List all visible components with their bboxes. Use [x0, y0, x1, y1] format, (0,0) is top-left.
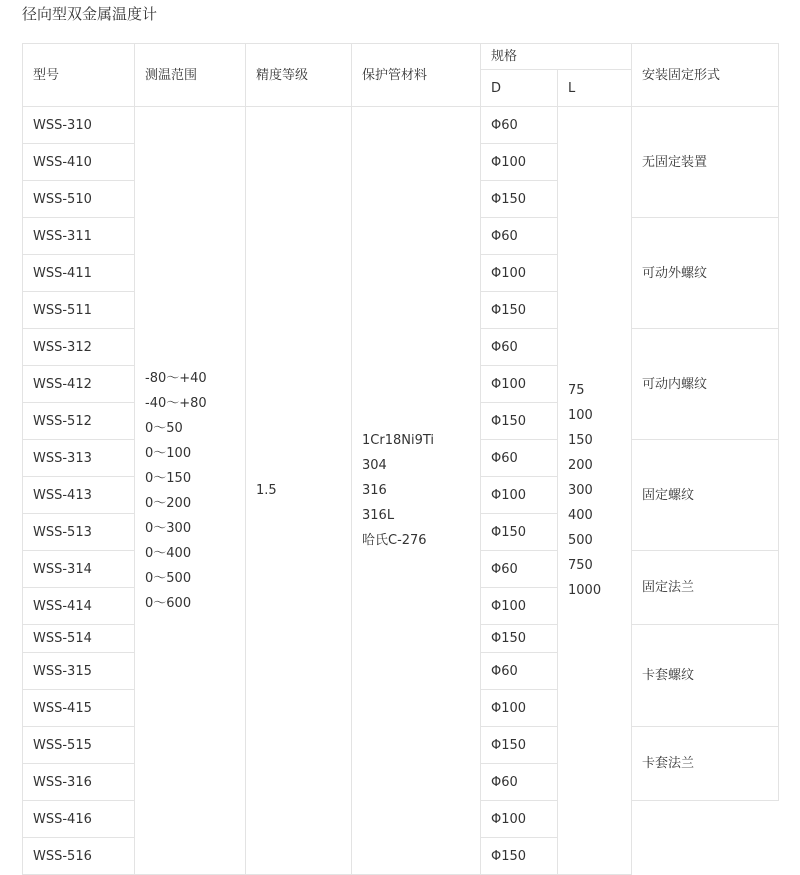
diameter-cell: Φ60: [481, 764, 558, 801]
length-cell-line: 500: [568, 533, 593, 548]
diameter-cell: Φ100: [481, 477, 558, 514]
diameter-cell: Φ100: [481, 690, 558, 727]
model-cell: WSS-312: [23, 329, 135, 366]
diameter-cell: Φ60: [481, 107, 558, 144]
diameter-cell: Φ60: [481, 218, 558, 255]
length-cell: [558, 107, 632, 875]
spec-table: [22, 43, 779, 875]
model-cell: WSS-313: [23, 440, 135, 477]
model-cell: WSS-514: [23, 625, 135, 653]
material-cell-line: 316L: [362, 508, 395, 523]
model-cell: WSS-411: [23, 255, 135, 292]
diameter-cell: Φ100: [481, 144, 558, 181]
model-cell: WSS-415: [23, 690, 135, 727]
length-cell-line: 300: [568, 483, 593, 498]
material-cell-line: 316: [362, 483, 387, 498]
model-cell: WSS-512: [23, 403, 135, 440]
model-cell: WSS-315: [23, 653, 135, 690]
length-cell-line: 100: [568, 408, 593, 423]
mount-cell: 固定法兰: [632, 551, 779, 625]
range-cell-line: -80～+40: [145, 370, 207, 386]
diameter-cell: Φ150: [481, 838, 558, 875]
header-accuracy: 精度等级: [246, 44, 352, 107]
table-row: [23, 107, 779, 144]
diameter-cell: Φ60: [481, 329, 558, 366]
header-model: 型号: [23, 44, 135, 107]
model-cell: WSS-410: [23, 144, 135, 181]
header-spec: 规格: [481, 44, 632, 70]
range-cell-line: 0～150: [145, 470, 192, 486]
model-cell: WSS-516: [23, 838, 135, 875]
model-cell: WSS-416: [23, 801, 135, 838]
mount-cell: 可动内螺纹: [632, 329, 779, 440]
diameter-cell: Φ100: [481, 801, 558, 838]
material-cell-line: 1Cr18Ni9Ti: [362, 433, 434, 448]
model-cell: WSS-414: [23, 588, 135, 625]
model-cell: WSS-515: [23, 727, 135, 764]
header-material: 保护管材料: [352, 44, 481, 107]
diameter-cell: Φ150: [481, 403, 558, 440]
header-d: D: [481, 70, 558, 107]
model-cell: WSS-311: [23, 218, 135, 255]
range-cell-line: -40～+80: [145, 395, 207, 411]
material-cell: [352, 107, 481, 875]
range-cell-line: 0～200: [145, 495, 192, 511]
length-cell-line: 200: [568, 458, 593, 473]
range-cell-line: 0～400: [145, 545, 192, 561]
range-cell-line: 0～100: [145, 445, 192, 461]
mount-cell: 固定螺纹: [632, 440, 779, 551]
mount-cell: 可动外螺纹: [632, 218, 779, 329]
header-l: L: [558, 70, 632, 107]
length-cell-line: 75: [568, 383, 585, 398]
mount-cell: 卡套法兰: [632, 727, 779, 801]
model-cell: WSS-413: [23, 477, 135, 514]
length-cell-line: 750: [568, 558, 593, 573]
range-cell-line: 0～300: [145, 520, 192, 536]
range-cell: [135, 107, 246, 875]
header-range: 测温范围: [135, 44, 246, 107]
model-cell: WSS-510: [23, 181, 135, 218]
header-mount: 安装固定形式: [632, 44, 779, 107]
mount-cell: 无固定装置: [632, 107, 779, 218]
length-cell-line: 150: [568, 433, 593, 448]
diameter-cell: Φ100: [481, 366, 558, 403]
header-row: [23, 44, 779, 70]
diameter-cell: Φ60: [481, 440, 558, 477]
diameter-cell: Φ60: [481, 551, 558, 588]
accuracy-cell: 1.5: [246, 107, 352, 875]
model-cell: WSS-310: [23, 107, 135, 144]
model-cell: WSS-316: [23, 764, 135, 801]
range-cell-line: 0～500: [145, 570, 192, 586]
material-cell-line: 304: [362, 458, 387, 473]
model-cell: WSS-511: [23, 292, 135, 329]
model-cell: WSS-513: [23, 514, 135, 551]
diameter-cell: Φ150: [481, 727, 558, 764]
range-cell-line: 0～600: [145, 595, 192, 611]
material-cell-line: 哈氏C-276: [362, 533, 427, 548]
model-cell: WSS-412: [23, 366, 135, 403]
diameter-cell: Φ100: [481, 588, 558, 625]
diameter-cell: Φ150: [481, 514, 558, 551]
diameter-cell: Φ150: [481, 181, 558, 218]
length-cell-line: 1000: [568, 583, 602, 598]
diameter-cell: Φ150: [481, 625, 558, 653]
model-cell: WSS-314: [23, 551, 135, 588]
diameter-cell: Φ100: [481, 255, 558, 292]
range-cell-line: 0～50: [145, 420, 183, 436]
diameter-cell: Φ150: [481, 292, 558, 329]
mount-cell: 卡套螺纹: [632, 625, 779, 727]
length-cell-line: 400: [568, 508, 593, 523]
page-title: 径向型双金属温度计: [22, 5, 158, 23]
diameter-cell: Φ60: [481, 653, 558, 690]
